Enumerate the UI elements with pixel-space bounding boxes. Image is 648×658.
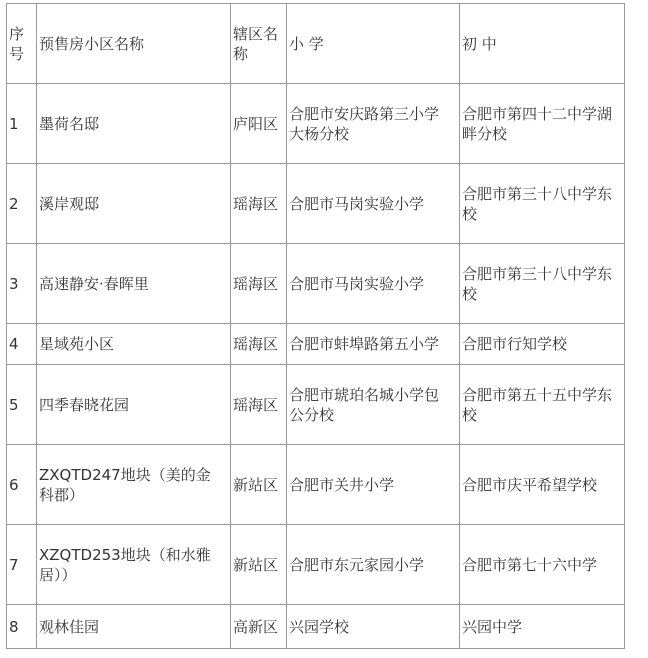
cell-district: 新站区 bbox=[231, 525, 287, 605]
cell-primary-line: 公分校 bbox=[289, 405, 335, 424]
cell-name-line: 观林佳园 bbox=[39, 617, 100, 636]
cell-junior-line: 合肥市第三十八中学东 bbox=[462, 184, 613, 203]
cell-district: 高新区 bbox=[231, 605, 287, 649]
cell-seq: 5 bbox=[7, 365, 37, 445]
cell-seq: 2 bbox=[7, 164, 37, 244]
cell-primary-line: 大杨分校 bbox=[289, 124, 350, 143]
cell-junior-line: 校 bbox=[462, 405, 478, 424]
cell-junior-line: 合肥市第五十五中学东 bbox=[462, 385, 613, 404]
cell-name bbox=[37, 365, 231, 445]
cell-seq: 6 bbox=[7, 445, 37, 525]
cell-junior bbox=[460, 164, 625, 244]
header-name: 预售房小区名称 bbox=[37, 4, 231, 84]
table-row bbox=[7, 244, 625, 324]
cell-name-line: 四季春晓花园 bbox=[39, 395, 130, 414]
cell-primary bbox=[287, 445, 460, 525]
cell-district: 瑶海区 bbox=[231, 324, 287, 365]
cell-name-line: ZXQTD247地块（美的金 bbox=[39, 465, 211, 484]
cell-name bbox=[37, 164, 231, 244]
cell-junior-line: 合肥市第三十八中学东 bbox=[462, 264, 613, 283]
header-district-line: 辖区名 bbox=[233, 24, 279, 43]
cell-primary bbox=[287, 84, 460, 164]
cell-junior bbox=[460, 445, 625, 525]
cell-primary bbox=[287, 244, 460, 324]
cell-name bbox=[37, 605, 231, 649]
header-district bbox=[231, 4, 287, 84]
cell-seq: 1 bbox=[7, 84, 37, 164]
cell-name-line: 高速静安·春晖里 bbox=[39, 274, 149, 293]
cell-junior-line: 合肥市行知学校 bbox=[462, 335, 568, 353]
cell-district: 新站区 bbox=[231, 445, 287, 525]
cell-junior-line: 兴园中学 bbox=[462, 617, 523, 636]
cell-seq: 7 bbox=[7, 525, 37, 605]
cell-seq: 4 bbox=[7, 324, 37, 365]
cell-primary-line: 兴园学校 bbox=[289, 617, 350, 636]
header-district-line: 称 bbox=[233, 44, 249, 63]
cell-name bbox=[37, 324, 231, 365]
table-body bbox=[7, 4, 625, 649]
cell-primary bbox=[287, 324, 460, 365]
cell-district: 庐阳区 bbox=[231, 84, 287, 164]
cell-name-line: 科郡） bbox=[39, 485, 85, 504]
cell-primary-line: 合肥市琥珀名城小学包 bbox=[289, 385, 440, 404]
cell-name-line: XZQTD253地块（和水雅 bbox=[39, 545, 211, 564]
cell-primary-line: 合肥市安庆路第三小学 bbox=[289, 104, 440, 123]
cell-primary-line: 合肥市蚌埠路第五小学 bbox=[289, 335, 440, 353]
cell-junior bbox=[460, 324, 625, 365]
cell-primary bbox=[287, 525, 460, 605]
cell-junior-line: 合肥市第七十六中学 bbox=[462, 555, 598, 574]
cell-junior-line: 校 bbox=[462, 204, 478, 223]
header-junior: 初 中 bbox=[460, 4, 625, 84]
cell-name bbox=[37, 525, 231, 605]
table-row bbox=[7, 164, 625, 244]
cell-junior-line: 校 bbox=[462, 284, 478, 303]
header-row bbox=[7, 4, 625, 84]
cell-junior bbox=[460, 84, 625, 164]
cell-seq: 3 bbox=[7, 244, 37, 324]
cell-primary bbox=[287, 605, 460, 649]
cell-district: 瑶海区 bbox=[231, 365, 287, 445]
table-row bbox=[7, 445, 625, 525]
cell-primary-line: 合肥市东元家园小学 bbox=[289, 555, 425, 574]
cell-junior bbox=[460, 605, 625, 649]
school-district-table bbox=[6, 3, 625, 649]
cell-junior-line: 合肥市庆平希望学校 bbox=[462, 475, 598, 494]
header-seq-line: 序 bbox=[9, 24, 25, 43]
header-primary: 小 学 bbox=[287, 4, 460, 84]
cell-name bbox=[37, 445, 231, 525]
cell-primary-line: 合肥市马岗实验小学 bbox=[289, 274, 425, 293]
header-seq bbox=[7, 4, 37, 84]
cell-primary bbox=[287, 164, 460, 244]
cell-name bbox=[37, 244, 231, 324]
header-seq-line: 号 bbox=[9, 44, 25, 63]
cell-district: 瑶海区 bbox=[231, 164, 287, 244]
cell-name-line: 星域苑小区 bbox=[39, 335, 115, 353]
cell-name-line: 溪岸观邸 bbox=[39, 194, 100, 213]
table-row bbox=[7, 525, 625, 605]
table-row bbox=[7, 84, 625, 164]
cell-junior bbox=[460, 525, 625, 605]
cell-seq: 8 bbox=[7, 605, 37, 649]
cell-junior bbox=[460, 365, 625, 445]
cell-name-line: 居）） bbox=[39, 565, 77, 584]
cell-district: 瑶海区 bbox=[231, 244, 287, 324]
cell-primary-line: 合肥市马岗实验小学 bbox=[289, 194, 425, 213]
cell-name bbox=[37, 84, 231, 164]
cell-primary bbox=[287, 365, 460, 445]
cell-name-line: 墨荷名邸 bbox=[39, 114, 100, 133]
cell-junior bbox=[460, 244, 625, 324]
cell-primary-line: 合肥市关井小学 bbox=[289, 475, 395, 494]
cell-junior-line: 合肥市第四十二中学湖 bbox=[462, 104, 613, 123]
table-row bbox=[7, 605, 625, 649]
cell-junior-line: 畔分校 bbox=[462, 124, 508, 143]
table-row bbox=[7, 324, 625, 365]
table-row bbox=[7, 365, 625, 445]
